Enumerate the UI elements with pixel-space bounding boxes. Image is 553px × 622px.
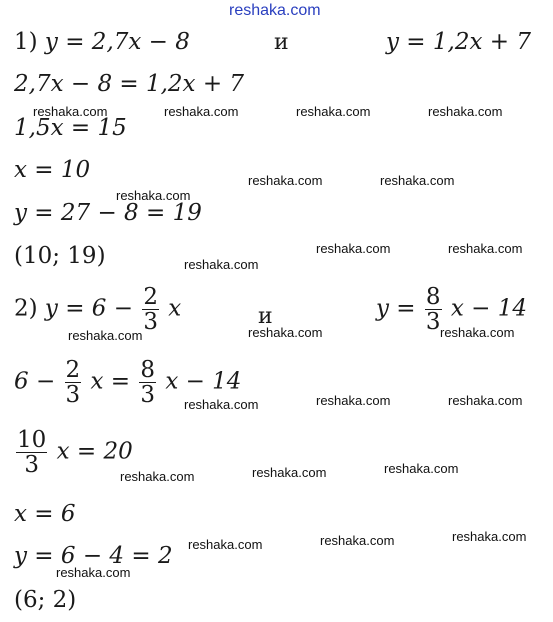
watermark: reshaka.com	[248, 325, 323, 340]
fraction-numerator: 2	[143, 284, 158, 310]
part2-and-word: и	[258, 304, 273, 329]
part1-and-word: и	[274, 30, 289, 55]
part2-eq-b-left: y =	[376, 295, 416, 322]
part2-number: 2)	[14, 295, 38, 322]
part2-eq-b-right: x − 14	[450, 295, 527, 322]
watermark: reshaka.com	[316, 393, 391, 408]
watermark: reshaka.com	[296, 104, 371, 119]
watermark: reshaka.com	[68, 328, 143, 343]
part2-step-4: y = 6 − 4 = 2	[14, 543, 173, 569]
watermark: reshaka.com	[452, 529, 527, 544]
part2-step1-right: x − 14	[165, 368, 242, 395]
watermark: reshaka.com	[33, 104, 108, 119]
fraction-numerator: 8	[425, 284, 441, 310]
part2-step1-left: 6 −	[14, 368, 56, 395]
part2-answer: (6; 2)	[14, 587, 77, 613]
watermark: reshaka.com	[184, 397, 259, 412]
watermark: reshaka.com	[316, 241, 391, 256]
watermark: reshaka.com	[56, 565, 131, 580]
watermark-top: reshaka.com	[229, 2, 321, 19]
part1-step-4: y = 27 − 8 = 19	[14, 200, 202, 226]
watermark: reshaka.com	[248, 173, 323, 188]
fraction-denominator: 3	[140, 382, 155, 408]
part1-eq-a: y = 2,7x − 8	[44, 29, 190, 55]
part1-number: 1)	[14, 29, 38, 55]
watermark: reshaka.com	[448, 393, 523, 408]
fraction-numerator: 10	[17, 427, 47, 453]
fraction-denominator: 3	[65, 382, 81, 408]
part1-answer: (10; 19)	[14, 243, 106, 269]
watermark: reshaka.com	[320, 533, 395, 548]
part2-eq-a-right: x	[168, 295, 182, 322]
part2-step-2	[14, 428, 133, 477]
watermark: reshaka.com	[428, 104, 503, 119]
part1-step-2: 1,5x = 15	[14, 115, 127, 141]
part2-eq-a-left: y = 6 −	[44, 295, 134, 322]
part1-equation-b: y = 1,2x + 7	[386, 29, 531, 55]
watermark: reshaka.com	[252, 465, 327, 480]
part1-step-3: x = 10	[14, 157, 91, 183]
part2-equation-a	[14, 285, 181, 334]
watermark: reshaka.com	[384, 461, 459, 476]
part2-fraction-a	[142, 285, 159, 334]
fraction-denominator: 3	[425, 309, 441, 335]
watermark: reshaka.com	[120, 469, 195, 484]
part2-step2-fraction	[16, 428, 47, 477]
part1-step-1: 2,7x − 8 = 1,2x + 7	[14, 71, 245, 97]
part2-step2-right: x = 20	[56, 438, 133, 465]
part1-equation-a	[14, 28, 190, 56]
fraction-numerator: 8	[140, 357, 155, 383]
part2-step1-fraction-1	[65, 358, 82, 407]
watermark: reshaka.com	[380, 173, 455, 188]
part2-step-3: x = 6	[14, 501, 76, 527]
fraction-denominator: 3	[143, 309, 158, 335]
watermark: reshaka.com	[448, 241, 523, 256]
watermark: reshaka.com	[184, 257, 259, 272]
fraction-numerator: 2	[65, 357, 81, 383]
watermark: reshaka.com	[440, 325, 515, 340]
watermark: reshaka.com	[116, 188, 191, 203]
watermark: reshaka.com	[188, 537, 263, 552]
part2-step1-fraction-2	[139, 358, 156, 407]
part2-step1-mid: x =	[90, 368, 131, 395]
fraction-denominator: 3	[24, 452, 39, 478]
watermark: reshaka.com	[164, 104, 239, 119]
